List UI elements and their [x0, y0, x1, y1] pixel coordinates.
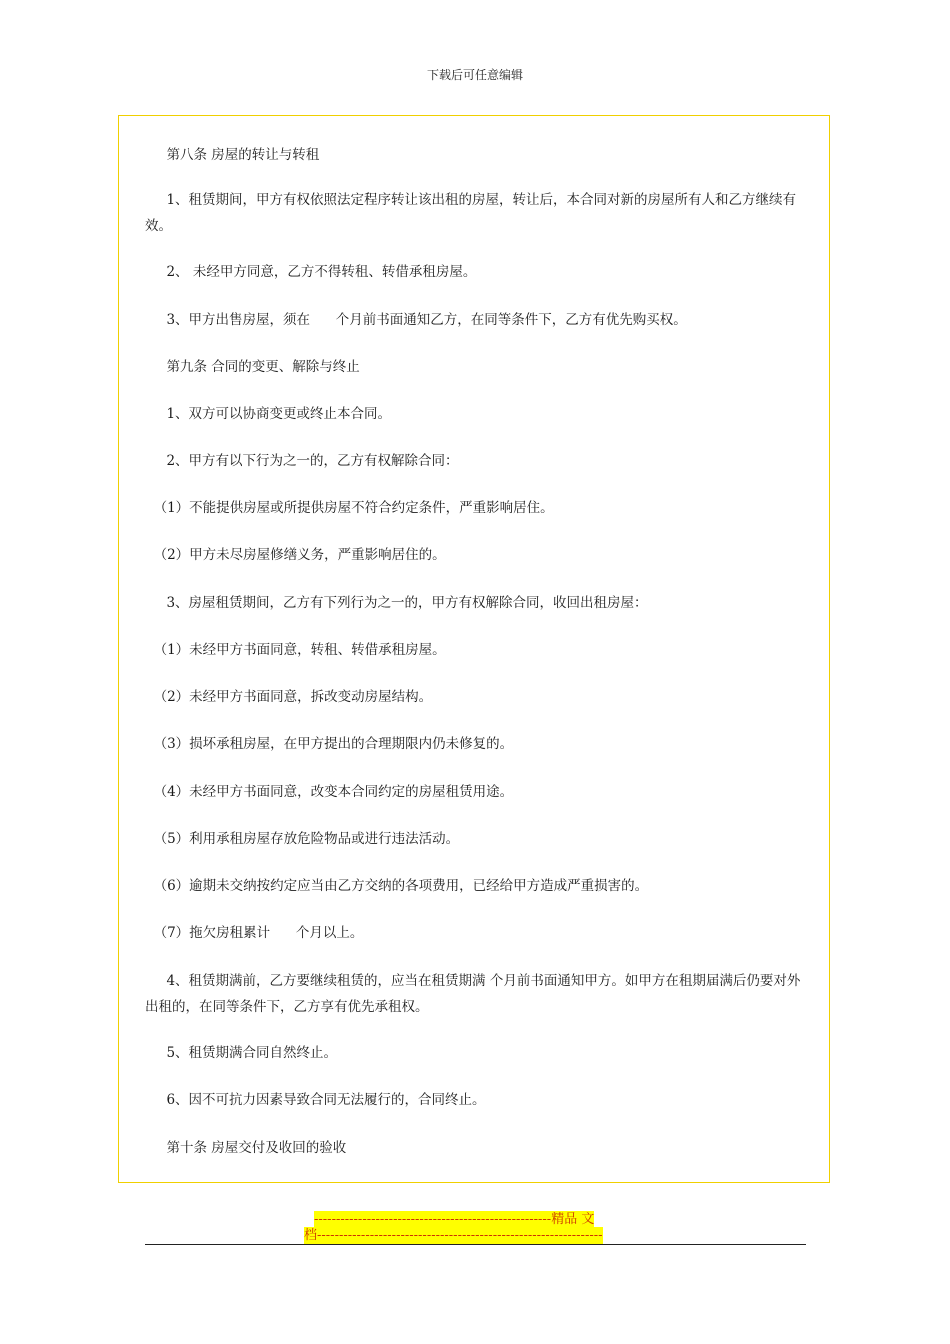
paragraph-8-1: 1、租赁期间，甲方有权依照法定程序转让该出租的房屋，转让后，本合同对新的房屋所有人和乙方继续有效。	[145, 192, 797, 234]
paragraph-9-2-item-1: （1）不能提供房屋或所提供房屋不符合约定条件，严重影响居住。	[145, 500, 554, 516]
paragraph-8-3: 3、甲方出售房屋，须在 个月前书面通知乙方，在同等条件下，乙方有优先购买权。	[145, 312, 687, 328]
footer-line-1: ------------------------------------------------------精品 文	[314, 1212, 595, 1227]
paragraph-9-3-item-6: （6）逾期未交纳按约定应当由乙方交纳的各项费用，已经给甲方造成严重损害的。	[145, 878, 649, 894]
paragraph-9-2-item-2: （2）甲方未尽房屋修缮义务，严重影响居住的。	[145, 547, 446, 563]
article-9-heading: 第九条 合同的变更、解除与终止	[145, 359, 360, 375]
paragraph-9-5: 5、租赁期满合同自然终止。	[145, 1045, 338, 1061]
footer-line-2: 档-----------------------------------------------------------------	[304, 1228, 603, 1243]
paragraph-9-6: 6、因不可抗力因素导致合同无法履行的，合同终止。	[145, 1092, 486, 1108]
paragraph-8-2: 2、 未经甲方同意，乙方不得转租、转借承租房屋。	[145, 264, 477, 280]
paragraph-9-2: 2、甲方有以下行为之一的，乙方有权解除合同：	[145, 453, 459, 469]
paragraph-9-1: 1、双方可以协商变更或终止本合同。	[145, 406, 392, 422]
paragraph-9-3-item-4: （4）未经甲方书面同意，改变本合同约定的房屋租赁用途。	[145, 784, 514, 800]
paragraph-9-3-item-7: （7）拖欠房租累计 个月以上。	[145, 925, 364, 941]
paragraph-9-3: 3、房屋租赁期间，乙方有下列行为之一的，甲方有权解除合同，收回出租房屋：	[145, 595, 648, 611]
page-header: 下载后可任意编辑	[426, 68, 523, 82]
paragraph-9-3-item-1: （1）未经甲方书面同意，转租、转借承租房屋。	[145, 642, 446, 658]
paragraph-9-3-item-5: （5）利用承租房屋存放危险物品或进行违法活动。	[145, 831, 460, 847]
paragraph-9-3-item-2: （2）未经甲方书面同意，拆改变动房屋结构。	[145, 689, 433, 705]
article-10-heading: 第十条 房屋交付及收回的验收	[145, 1140, 347, 1156]
article-8-heading: 第八条 房屋的转让与转租	[145, 147, 320, 163]
footer-divider	[145, 1244, 806, 1245]
paragraph-9-3-item-3: （3）损坏承租房屋，在甲方提出的合理期限内仍未修复的。	[145, 736, 514, 752]
paragraph-9-4: 4、租赁期满前，乙方要继续租赁的，应当在租赁期满 个月前书面通知甲方。如甲方在租期届满后仍要对外出租的，在同等条件下，乙方享有优先承租权。	[145, 973, 801, 1015]
